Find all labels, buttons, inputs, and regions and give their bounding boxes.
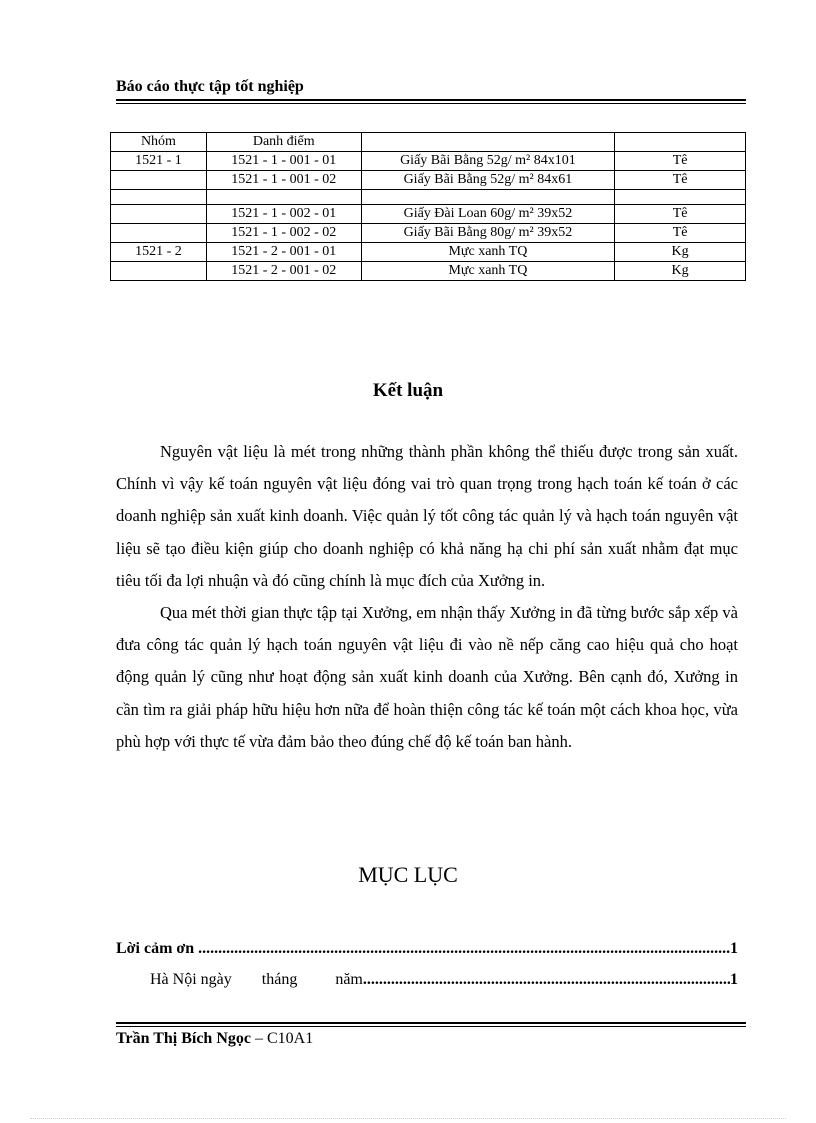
table-cell: Giấy Bãi Bằng 52g/ m² 84x101 [361, 152, 615, 171]
table-cell: 1521 - 1 - 002 - 01 [206, 205, 361, 224]
table-cell: 1521 - 1 - 002 - 02 [206, 224, 361, 243]
toc-entry-label: Hà Nội ngày [150, 971, 232, 988]
table-row [111, 224, 746, 243]
author-class: – C10A1 [254, 1030, 314, 1047]
toc-heading: MỤC LỤC [358, 862, 458, 887]
header-divider [116, 99, 746, 104]
toc-leader-dots [363, 971, 730, 989]
table-cell: Tê [615, 205, 746, 224]
column-header-unit [615, 133, 746, 152]
table-cell: 1521 - 1 - 001 - 01 [206, 152, 361, 171]
table-cell: 1521 - 1 - 001 - 02 [206, 171, 361, 190]
footer-author [116, 1030, 313, 1048]
column-header-group: Nhóm [111, 133, 207, 152]
table-row [111, 205, 746, 224]
table-row [111, 243, 746, 262]
conclusion-heading: Kết luận [372, 380, 444, 401]
table-cell [111, 190, 207, 205]
table-header-row [111, 133, 746, 152]
table-cell: 1521 - 2 - 001 - 01 [206, 243, 361, 262]
toc-entry[interactable] [116, 940, 738, 958]
table-cell: Giấy Bãi Bằng 80g/ m² 39x52 [361, 224, 615, 243]
column-header-name [361, 133, 615, 152]
table-row [111, 171, 746, 190]
table-cell: Mực xanh TQ [361, 243, 615, 262]
toc-leader-dots [194, 940, 730, 958]
report-header-title: Báo cáo thực tập tốt nghiệp [116, 78, 304, 95]
table-cell: Giấy Đài Loan 60g/ m² 39x52 [361, 205, 615, 224]
footer-divider [116, 1022, 746, 1027]
table-row-empty [111, 190, 746, 205]
conclusion-body [116, 436, 738, 758]
table-cell: 1521 - 2 [111, 243, 207, 262]
table-cell: Tê [615, 171, 746, 190]
table-row [111, 262, 746, 281]
toc-entry-label: Lời cảm ơn [116, 940, 195, 957]
column-header-code: Danh điểm [206, 133, 361, 152]
table-cell: Kg [615, 243, 746, 262]
table-cell [111, 262, 207, 281]
table-cell: Tê [615, 224, 746, 243]
toc-entry-label: tháng [261, 971, 298, 988]
author-name: Trần Thị Bích Ngọc [116, 1030, 251, 1047]
table-cell [111, 205, 207, 224]
table-row [111, 152, 746, 171]
table-cell: Tê [615, 152, 746, 171]
table-cell: 1521 - 2 - 001 - 02 [206, 262, 361, 281]
toc-entry-page: 1 [730, 971, 738, 988]
table-cell [206, 190, 361, 205]
table-cell: Kg [615, 262, 746, 281]
table-cell [111, 171, 207, 190]
table-cell: Giấy Bãi Bằng 52g/ m² 84x61 [361, 171, 615, 190]
page-edge [30, 1118, 786, 1119]
table-cell [361, 190, 615, 205]
toc-entry[interactable] [116, 971, 738, 989]
toc-entry-page: 1 [730, 940, 738, 957]
conclusion-paragraph: Nguyên vật liệu là mét trong những thành phần không thể thiếu được trong sản xuất. Chính vì vậy kế toán nguyên vật liệu đóng vai trò quan trọng trong hạch toán kế toán ở các doanh nghiệp sản xuất kinh doanh. Việc quản lý tốt công tác quản lý và hạch toán nguyên vật liệu sẽ tạo điều kiện giúp cho doanh nghiệp có khả năng hạ chi phí sản xuất nhằm đạt mục tiêu tối đa lợi nhuận và đó cũng chính là mục đích của Xưởng in. [116, 442, 738, 590]
toc-entry-label: năm [335, 971, 363, 988]
table-cell: Mực xanh TQ [361, 262, 615, 281]
table-cell [111, 224, 207, 243]
table-cell [615, 190, 746, 205]
material-code-table [110, 132, 746, 281]
table-cell: 1521 - 1 [111, 152, 207, 171]
conclusion-paragraph: Qua mét thời gian thực tập tại Xưởng, em nhận thấy Xưởng in đã từng bước sắp xếp và đưa công tác quản lý hạch toán nguyên vật liệu đi vào nề nếp căng cao hiệu quả cho hoạt động quản lý cũng như hoạt động sản xuất kinh doanh của Xưởng. Bên cạnh đó, Xưởng in cần tìm ra giải pháp hữu hiệu hơn nữa để hoàn thiện công tác kế toán một cách khoa học, vừa phù hợp với thực tế vừa đảm bảo theo đúng chế độ kế toán ban hành. [116, 603, 738, 751]
